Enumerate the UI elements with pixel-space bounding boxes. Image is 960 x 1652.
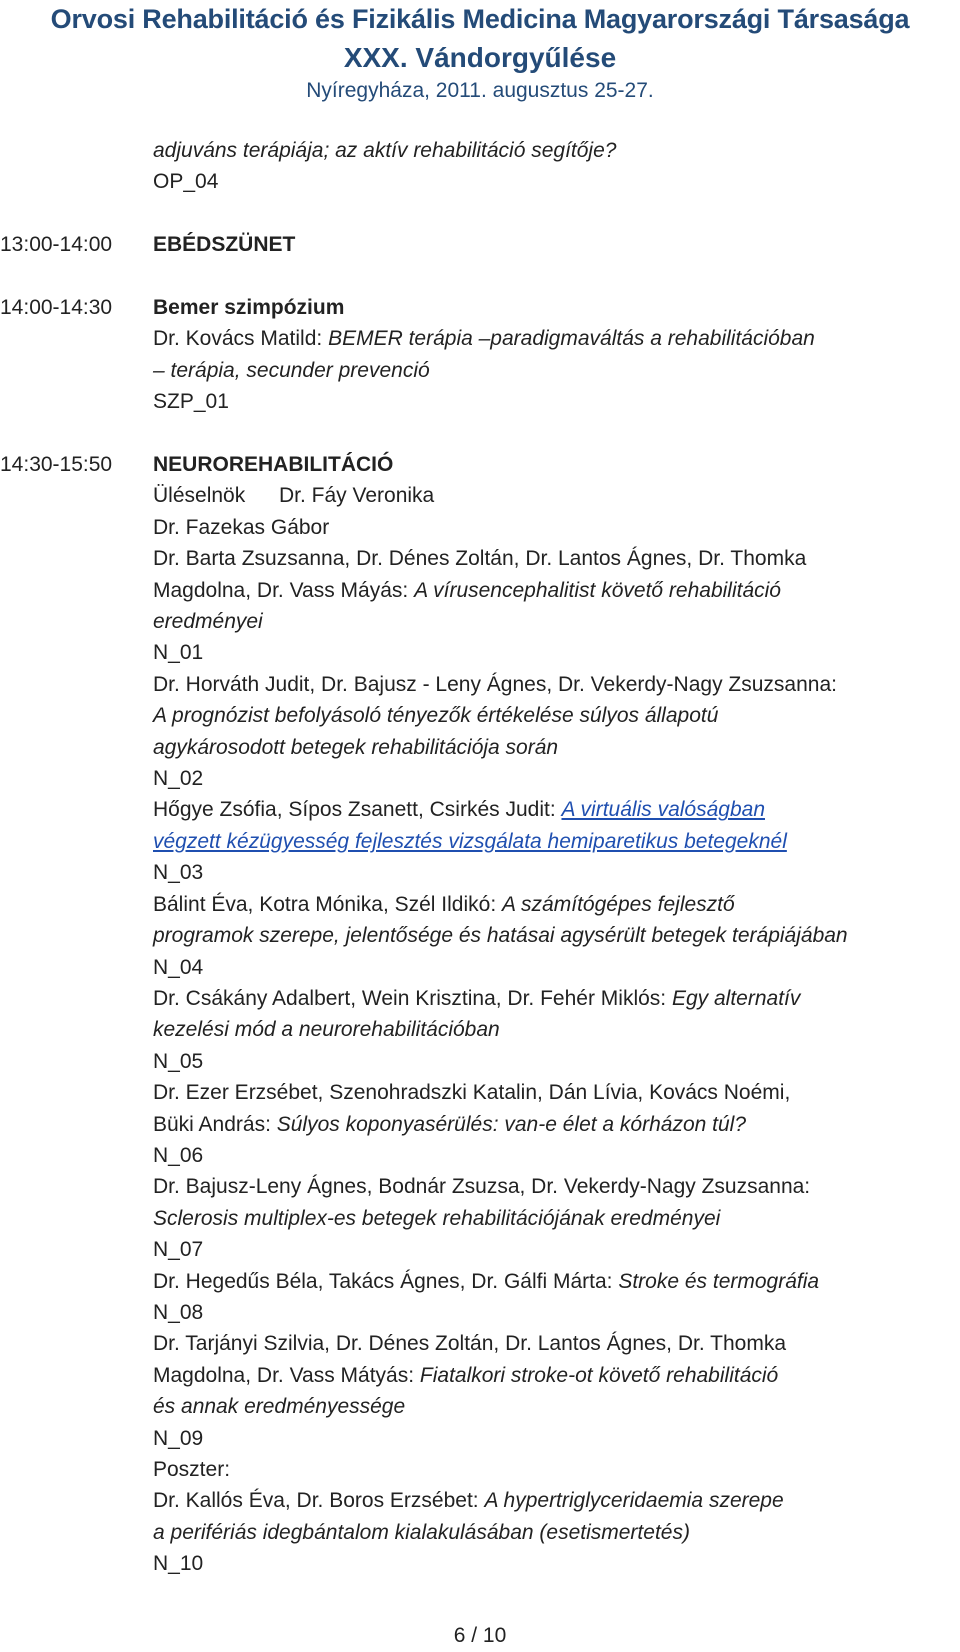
talk-code: N_08: [153, 1300, 204, 1324]
talk-title: kezelési mód a neurorehabilitációban: [153, 1018, 500, 1042]
talk-title: Súlyos koponyasérülés: van-e élet a kórházon túl?: [276, 1112, 747, 1136]
talk-authors: Magdolna, Dr. Vass Máyás:: [153, 578, 415, 602]
talk-authors: Dr. Ezer Erzsébet, Szenohradszki Katalin, Dán Lívia, Kovács Noémi,: [153, 1081, 791, 1105]
session-time: 14:00-14:30: [0, 296, 113, 319]
talk-authors: Hőgye Zsófia, Sípos Zsanett, Csirkés Judit:: [153, 798, 562, 822]
chair-name: Dr. Fáy Veronika: [279, 484, 435, 508]
talk-authors: Dr. Kallós Éva, Dr. Boros Erzsébet:: [153, 1489, 485, 1513]
talk-title: és annak eredményessége: [153, 1395, 406, 1419]
talk-code: SZP_01: [153, 390, 229, 414]
talk-code: N_04: [153, 955, 204, 979]
session-chairs: [153, 480, 960, 511]
session-lunch: [0, 229, 960, 260]
talk-title-part: BEMER: [328, 327, 403, 351]
talk-code: N_05: [153, 1049, 204, 1073]
talk-title: eredményei: [153, 610, 263, 634]
talk-code: N_02: [153, 767, 204, 791]
talk-authors: Dr. Csákány Adalbert, Wein Krisztina, Dr. Fehér Miklós:: [153, 986, 672, 1010]
talk-authors: Büki András:: [153, 1112, 277, 1136]
talk-title: Stroke és termográfia: [618, 1269, 820, 1293]
talk-title: Fiatalkori stroke-ot követő rehabilitáció: [419, 1363, 779, 1387]
talk-authors: Dr. Bajusz-Leny Ágnes, Bodnár Zsuzsa, Dr. Vekerdy-Nagy Zsuzsanna:: [153, 1175, 811, 1199]
poster-label: Poszter:: [153, 1458, 231, 1482]
talk-authors: Bálint Éva, Kotra Mónika, Szél Ildikó:: [153, 892, 502, 916]
talk-title: programok szerepe, jelentősége és hatásai agysérült betegek terápiájában: [153, 924, 848, 948]
talk-title-part: – terápia, secunder prevenció: [153, 358, 430, 382]
talk-code: N_10: [153, 1552, 204, 1576]
talk-authors: Dr. Hegedűs Béla, Takács Ágnes, Dr. Gálfi Márta:: [153, 1269, 619, 1293]
page-header: [0, 0, 960, 106]
talk-code: OP_04: [153, 170, 219, 194]
society-name: Orvosi Rehabilitáció és Fizikális Medicina Magyarországi Társasága: [50, 4, 910, 34]
continued-talk: [0, 135, 960, 198]
talk-title: a perifériás idegbántalom kialakulásában (esetismertetés): [153, 1520, 690, 1544]
talk-authors: Dr. Kovács Matild:: [153, 327, 329, 351]
talk-title: Egy alternatív: [671, 986, 801, 1010]
talk-title: adjuváns terápiája; az aktív rehabilitáció segítője?: [153, 139, 617, 162]
page-number: 6 / 10: [453, 1624, 507, 1647]
talk-code: N_07: [153, 1238, 204, 1262]
congress-place-date: Nyíregyháza, 2011. augusztus 25-27.: [306, 79, 654, 102]
talk-code: N_09: [153, 1426, 204, 1450]
talk-title: A vírusencephalitist követő rehabilitáció: [414, 578, 781, 602]
talk-authors: Dr. Barta Zsuzsanna, Dr. Dénes Zoltán, Dr. Lantos Ágnes, Dr. Thomka: [153, 547, 807, 571]
chair-name: Dr. Fazekas Gábor: [153, 515, 330, 539]
talk-code: N_06: [153, 1143, 204, 1167]
talk-authors: Dr. Tarjányi Szilvia, Dr. Dénes Zoltán, Dr. Lantos Ágnes, Dr. Thomka: [153, 1332, 786, 1356]
talk-authors: Magdolna, Dr. Vass Mátyás:: [153, 1363, 420, 1387]
session-bemer: [0, 292, 960, 418]
congress-title: XXX. Vándorgyűlése: [343, 42, 617, 73]
talk-title: Sclerosis multiplex-es betegek rehabilitációjának eredményei: [153, 1206, 721, 1230]
talk-title: agykárosodott betegek rehabilitációja során: [153, 735, 559, 759]
session-title: Bemer szimpózium: [153, 296, 345, 319]
talk-entry: [153, 323, 960, 354]
session-neurorehab: [0, 449, 960, 1580]
session-time: 13:00-14:00: [0, 233, 113, 257]
talk-title: A számítógépes fejlesztő: [502, 892, 735, 916]
session-time: 14:30-15:50: [0, 453, 113, 477]
session-title: NEUROREHABILITÁCIÓ: [153, 453, 394, 477]
talk-code: N_01: [153, 641, 204, 665]
talk-title: A hypertriglyceridaemia szerepe: [484, 1489, 784, 1513]
talk-title-part: terápia –paradigmaváltás a rehabilitációban: [402, 327, 815, 351]
talk-authors: Dr. Horváth Judit, Dr. Bajusz - Leny Ágnes, Dr. Vekerdy-Nagy Zsuzsanna:: [153, 672, 837, 696]
talk-title-link[interactable]: végzett kézügyesség fejlesztés vizsgálata hemiparetikus betegeknél: [153, 829, 787, 853]
talk-title-link[interactable]: A virtuális valóságban: [561, 798, 765, 822]
session-title: EBÉDSZÜNET: [153, 233, 296, 257]
talk-code: N_03: [153, 861, 204, 885]
chair-label: Üléselnök: [153, 484, 246, 508]
program-content: [0, 135, 960, 1580]
talk-title: A prognózist befolyásoló tényezők értékelése súlyos állapotú: [153, 704, 719, 728]
